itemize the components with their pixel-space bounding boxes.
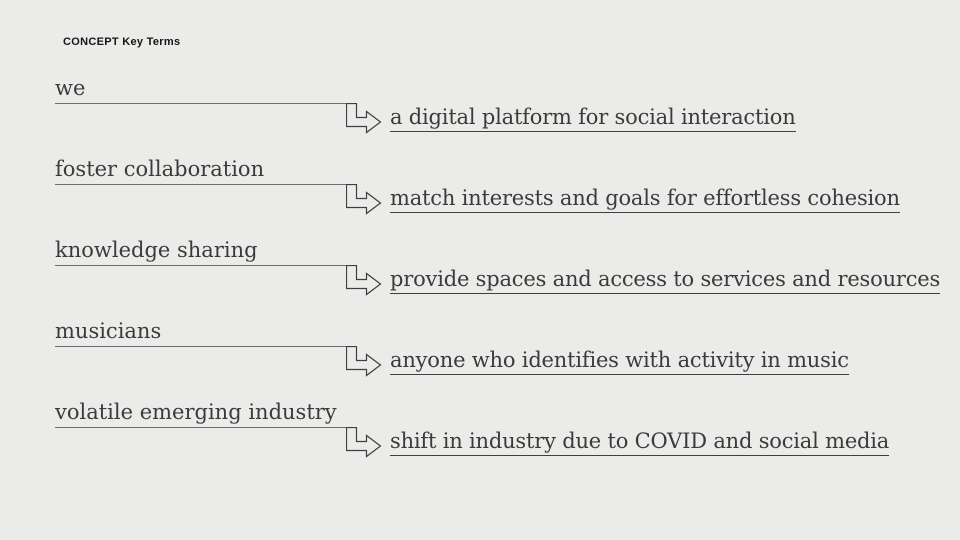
elbow-arrow-icon — [346, 184, 382, 215]
definition-text: a digital platform for social interaction — [390, 105, 796, 132]
definition-text: shift in industry due to COVID and social media — [390, 429, 889, 456]
term-label: we — [55, 75, 347, 104]
definition — [390, 348, 849, 375]
definition-text: match interests and goals for effortless cohesion — [390, 186, 900, 213]
elbow-arrow-icon — [346, 427, 382, 458]
definition-text: anyone who identifies with activity in music — [390, 348, 849, 375]
definition — [390, 105, 796, 132]
definition — [390, 429, 889, 456]
slide-title: CONCEPT Key Terms — [63, 36, 181, 48]
term-label: volatile emerging industry — [55, 399, 347, 428]
definition-text: provide spaces and access to services and resources — [390, 267, 940, 294]
elbow-arrow-icon — [346, 346, 382, 377]
definition — [390, 267, 940, 294]
term-label: knowledge sharing — [55, 237, 347, 266]
elbow-arrow-icon — [346, 103, 382, 134]
term-label: musicians — [55, 318, 347, 347]
definition — [390, 186, 900, 213]
elbow-arrow-icon — [346, 265, 382, 296]
term-label: foster collaboration — [55, 156, 347, 185]
